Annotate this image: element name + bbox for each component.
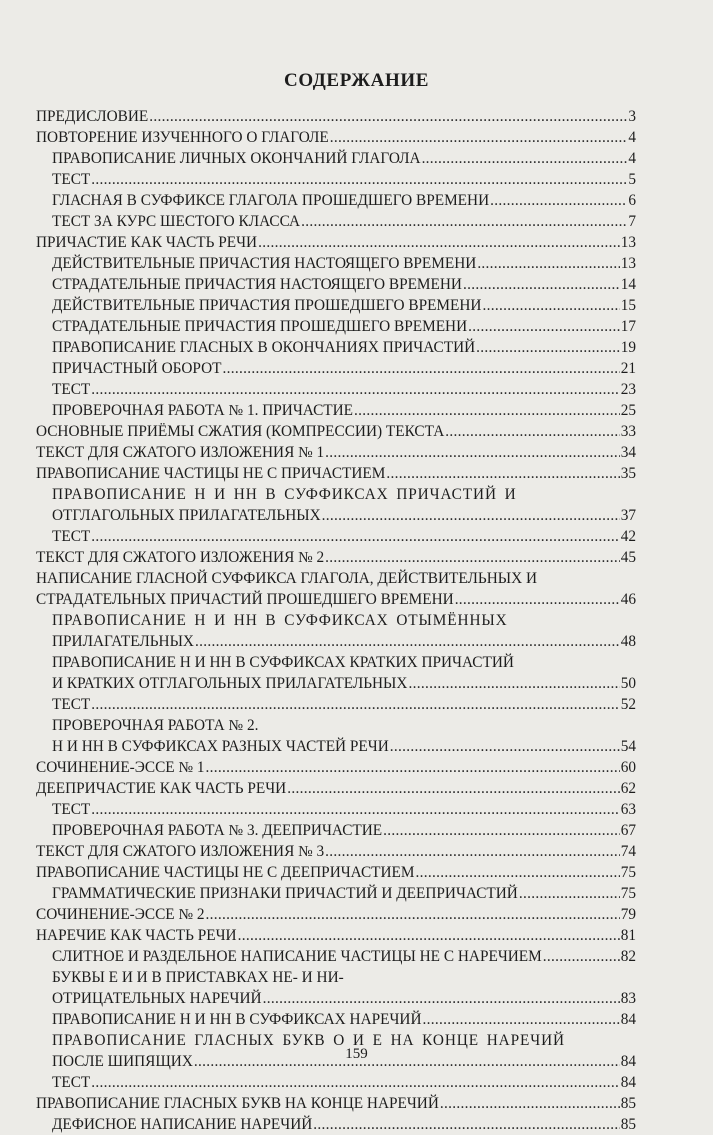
dot-leader — [223, 358, 620, 379]
toc-entry[interactable] — [36, 841, 636, 862]
toc-entry-title: СТРАДАТЕЛЬНЫЕ ПРИЧАСТИЯ НАСТОЯЩЕГО ВРЕМЕНИ — [52, 276, 462, 293]
dot-leader — [330, 127, 628, 148]
toc-entry[interactable] — [52, 337, 636, 358]
toc-entry-page: 3 — [628, 108, 636, 125]
dot-leader — [408, 673, 619, 694]
toc-entry-title: ТЕСТ — [52, 801, 91, 818]
toc-entry-title: ПРЕДИСЛОВИЕ — [36, 108, 149, 125]
toc-entry[interactable] — [36, 127, 636, 148]
toc-entry-title: ТЕСТ — [52, 1074, 91, 1091]
dot-leader — [258, 232, 620, 253]
toc-entry-page: 60 — [620, 759, 636, 776]
toc-entry-page: 19 — [620, 339, 636, 356]
dot-leader — [477, 253, 619, 274]
toc-entry-page: 4 — [628, 129, 636, 146]
toc-entry-title: ПРАВОПИСАНИЕ ГЛАСНЫХ В ОКОНЧАНИЯХ ПРИЧАСТИЙ — [52, 339, 476, 356]
toc-entry[interactable] — [36, 904, 636, 925]
toc-entry-page: 46 — [620, 591, 636, 608]
dot-leader — [91, 526, 619, 547]
dot-leader — [463, 274, 620, 295]
toc-entry[interactable] — [52, 148, 636, 169]
dot-leader — [149, 106, 627, 127]
toc-entry-first-line: ПРАВОПИСАНИЕ Н И НН В СУФФИКСАХ ОТЫМЁННЫХ — [52, 612, 508, 629]
toc-entry-page: 14 — [620, 276, 636, 293]
dot-leader — [263, 988, 620, 1009]
dot-leader — [91, 799, 619, 820]
toc-entry-title: НАРЕЧИЕ КАК ЧАСТЬ РЕЧИ — [36, 927, 237, 944]
toc-entry-page: 15 — [620, 297, 636, 314]
toc-entry-first-line: ПРАВОПИСАНИЕ ГЛАСНЫХ БУКВ О И Е НА КОНЦЕ НАРЕЧИЙ — [52, 1032, 565, 1049]
toc-entry-title: ТЕКСТ ДЛЯ СЖАТОГО ИЗЛОЖЕНИЯ № 2 — [36, 549, 325, 566]
toc-entry[interactable] — [52, 190, 636, 211]
toc-entry[interactable] — [52, 799, 636, 820]
toc-entry-title: Н И НН В СУФФИКСАХ РАЗНЫХ ЧАСТЕЙ РЕЧИ — [52, 738, 389, 755]
dot-leader — [390, 736, 620, 757]
toc-entry-page: 34 — [620, 444, 636, 461]
toc-entry-first-line: НАПИСАНИЕ ГЛАСНОЙ СУФФИКСА ГЛАГОЛА, ДЕЙСТВИТЕЛЬНЫХ И — [36, 570, 538, 587]
toc-entry-page: 79 — [620, 906, 636, 923]
toc-entry-page: 17 — [620, 318, 636, 335]
dot-leader — [354, 400, 620, 421]
toc-entry-title: ТЕСТ — [52, 381, 91, 398]
toc-entry[interactable] — [36, 442, 636, 463]
toc-entry-title: СТРАДАТЕЛЬНЫХ ПРИЧАСТИЙ ПРОШЕДШЕГО ВРЕМЕНИ — [36, 591, 454, 608]
toc-entry-page: 81 — [620, 927, 636, 944]
toc-entry-title: СОЧИНЕНИЕ-ЭССЕ № 1 — [36, 759, 205, 776]
toc-entry-page: 67 — [620, 822, 636, 839]
toc-entry-page: 85 — [620, 1095, 636, 1112]
toc-entry-title: ГРАММАТИЧЕСКИЕ ПРИЗНАКИ ПРИЧАСТИЙ И ДЕЕПРИЧАСТИЙ — [52, 885, 518, 902]
toc-entry[interactable] — [52, 736, 636, 757]
toc-entry-page: 82 — [620, 948, 636, 965]
dot-leader — [325, 442, 620, 463]
toc-entry-page: 84 — [620, 1053, 636, 1070]
toc-entry[interactable] — [52, 1114, 636, 1135]
toc-entry[interactable] — [36, 757, 636, 778]
toc-entry[interactable] — [52, 400, 636, 421]
toc-entry-first-line: ПРАВОПИСАНИЕ Н И НН В СУФФИКСАХ ПРИЧАСТИЙ И — [52, 486, 517, 503]
toc-entry-title: ПРАВОПИСАНИЕ ЛИЧНЫХ ОКОНЧАНИЙ ГЛАГОЛА — [52, 150, 421, 167]
toc-entry[interactable] — [36, 547, 636, 568]
toc-entry[interactable] — [52, 358, 636, 379]
toc-entry-page: 84 — [620, 1074, 636, 1091]
toc-entry[interactable] — [52, 883, 636, 904]
dot-leader — [91, 169, 627, 190]
toc-entry[interactable] — [36, 862, 636, 883]
dot-leader — [313, 1114, 619, 1135]
dot-leader — [476, 337, 620, 358]
toc-entry-title: ПРИЛАГАТЕЛЬНЫХ — [52, 633, 194, 650]
dot-leader — [422, 148, 628, 169]
toc-entry-title: ПРАВОПИСАНИЕ ГЛАСНЫХ БУКВ НА КОНЦЕ НАРЕЧИЙ — [36, 1095, 439, 1112]
toc-entry-page: 62 — [620, 780, 636, 797]
toc-entry[interactable] — [52, 988, 636, 1009]
dot-leader — [325, 547, 620, 568]
toc-entry-title: ПРИЧАСТИЕ КАК ЧАСТЬ РЕЧИ — [36, 234, 258, 251]
toc-entry-page: 75 — [620, 864, 636, 881]
dot-leader — [322, 505, 620, 526]
toc-entry-page: 42 — [620, 528, 636, 545]
dot-leader — [490, 190, 627, 211]
toc-entry[interactable] — [52, 1072, 636, 1093]
toc-entry-title: ПРОВЕРОЧНАЯ РАБОТА № 3. ДЕЕПРИЧАСТИЕ — [52, 822, 383, 839]
toc-entry-page: 25 — [620, 402, 636, 419]
toc-entry[interactable] — [36, 925, 636, 946]
toc-entry-title: ОТГЛАГОЛЬНЫХ ПРИЛАГАТЕЛЬНЫХ — [52, 507, 321, 524]
toc-entry-page: 13 — [620, 234, 636, 251]
dot-leader — [195, 631, 620, 652]
toc-entry[interactable] — [52, 505, 636, 526]
dot-leader — [238, 925, 620, 946]
toc-entry-page: 75 — [620, 885, 636, 902]
toc-entry-title: ДЕЙСТВИТЕЛЬНЫЕ ПРИЧАСТИЯ ПРОШЕДШЕГО ВРЕМЕНИ — [52, 297, 482, 314]
toc-entry-page: 35 — [620, 465, 636, 482]
toc-entry-title: ТЕСТ — [52, 528, 91, 545]
toc-entry-title: ПРАВОПИСАНИЕ Н И НН В СУФФИКСАХ НАРЕЧИЙ — [52, 1011, 422, 1028]
toc-entry[interactable] — [36, 589, 636, 610]
toc-entry[interactable] — [36, 1093, 636, 1114]
toc-entry-title: ТЕСТ ЗА КУРС ШЕСТОГО КЛАССА — [52, 213, 301, 230]
toc-entry[interactable] — [52, 946, 636, 967]
toc-entry-title: ДЕЙСТВИТЕЛЬНЫЕ ПРИЧАСТИЯ НАСТОЯЩЕГО ВРЕМЕНИ — [52, 255, 477, 272]
toc-entry[interactable] — [52, 316, 636, 337]
toc-entry-title: ДЕФИСНОЕ НАПИСАНИЕ НАРЕЧИЙ — [52, 1116, 313, 1133]
dot-leader — [455, 589, 620, 610]
toc-entry-title: ПОВТОРЕНИЕ ИЗУЧЕННОГО О ГЛАГОЛЕ — [36, 129, 329, 146]
dot-leader — [91, 1072, 619, 1093]
toc-entry[interactable] — [52, 169, 636, 190]
dot-leader — [423, 1009, 620, 1030]
toc-entry-title: СТРАДАТЕЛЬНЫЕ ПРИЧАСТИЯ ПРОШЕДШЕГО ВРЕМЕНИ — [52, 318, 468, 335]
page-title: СОДЕРЖАНИЕ — [284, 70, 429, 91]
toc-entry-page: 84 — [620, 1011, 636, 1028]
toc-entry[interactable] — [36, 421, 636, 442]
toc-entry[interactable] — [36, 232, 636, 253]
toc-entry-page: 33 — [620, 423, 636, 440]
toc-entry[interactable] — [52, 526, 636, 547]
toc-entry-first-line: БУКВЫ Е И И В ПРИСТАВКАХ НЕ- И НИ- — [52, 969, 344, 986]
toc-entry-title: ОТРИЦАТЕЛЬНЫХ НАРЕЧИЙ — [52, 990, 262, 1007]
toc-entry[interactable] — [52, 253, 636, 274]
toc-entry-page: 37 — [620, 507, 636, 524]
dot-leader — [440, 1093, 620, 1114]
toc-entry-page: 45 — [620, 549, 636, 566]
dot-leader — [287, 778, 619, 799]
toc-entry-title: ПРАВОПИСАНИЕ ЧАСТИЦЫ НЕ С ДЕЕПРИЧАСТИЕМ — [36, 864, 415, 881]
toc-entry-page: 50 — [620, 675, 636, 692]
toc-entry[interactable] — [52, 274, 636, 295]
toc-entry-page: 23 — [620, 381, 636, 398]
toc-entry-title: ПРОВЕРОЧНАЯ РАБОТА № 1. ПРИЧАСТИЕ — [52, 402, 354, 419]
dot-leader — [482, 295, 619, 316]
dot-leader — [301, 211, 627, 232]
toc-entry[interactable] — [52, 295, 636, 316]
toc-entry-title: СОЧИНЕНИЕ-ЭССЕ № 2 — [36, 906, 205, 923]
dot-leader — [325, 841, 620, 862]
toc-entry-page: 5 — [628, 171, 636, 188]
toc-entry[interactable] — [36, 778, 636, 799]
page-number: 159 — [345, 1046, 368, 1062]
toc-entry[interactable] — [52, 673, 636, 694]
toc-entry[interactable] — [52, 694, 636, 715]
toc-entry-title: ОСНОВНЫЕ ПРИЁМЫ СЖАТИЯ (КОМПРЕССИИ) ТЕКСТА — [36, 423, 445, 440]
toc-entry[interactable] — [52, 820, 636, 841]
toc-entry-page: 83 — [620, 990, 636, 1007]
dot-leader — [206, 757, 620, 778]
toc-entry-page: 4 — [628, 150, 636, 167]
toc-entry-page: 85 — [620, 1116, 636, 1133]
toc-entry-title: ТЕСТ — [52, 696, 91, 713]
dot-leader — [445, 421, 619, 442]
dot-leader — [543, 946, 620, 967]
toc-entry[interactable] — [52, 379, 636, 400]
dot-leader — [416, 862, 620, 883]
toc-entry-title: ДЕЕПРИЧАСТИЕ КАК ЧАСТЬ РЕЧИ — [36, 780, 287, 797]
toc-entry-page: 13 — [620, 255, 636, 272]
toc-entry-page: 74 — [620, 843, 636, 860]
toc-entry-title: ПРИЧАСТНЫЙ ОБОРОТ — [52, 360, 222, 377]
toc-entry[interactable] — [52, 631, 636, 652]
toc-entry-page: 52 — [620, 696, 636, 713]
toc-entry-title: СЛИТНОЕ И РАЗДЕЛЬНОЕ НАПИСАНИЕ ЧАСТИЦЫ НЕ С НАРЕЧИЕМ — [52, 948, 542, 965]
toc-entry-title: ГЛАСНАЯ В СУФФИКСЕ ГЛАГОЛА ПРОШЕДШЕГО ВРЕМЕНИ — [52, 192, 490, 209]
toc-entry-page: 63 — [620, 801, 636, 818]
toc-entry-page: 54 — [620, 738, 636, 755]
toc-entry-title: И КРАТКИХ ОТГЛАГОЛЬНЫХ ПРИЛАГАТЕЛЬНЫХ — [52, 675, 408, 692]
dot-leader — [383, 820, 620, 841]
dot-leader — [91, 379, 619, 400]
toc-entry-title: ПОСЛЕ ШИПЯЩИХ — [52, 1053, 193, 1070]
dot-leader — [91, 694, 619, 715]
toc-entry-title: ПРАВОПИСАНИЕ ЧАСТИЦЫ НЕ С ПРИЧАСТИЕМ — [36, 465, 386, 482]
toc-entry-title: ТЕСТ — [52, 171, 91, 188]
dot-leader — [206, 904, 620, 925]
dot-leader — [519, 883, 620, 904]
toc-entry[interactable] — [52, 211, 636, 232]
toc-entry-title: ТЕКСТ ДЛЯ СЖАТОГО ИЗЛОЖЕНИЯ № 3 — [36, 843, 325, 860]
toc-entry[interactable] — [36, 463, 636, 484]
toc-entry-page: 48 — [620, 633, 636, 650]
toc-entry[interactable] — [36, 106, 636, 127]
toc-entry-page: 21 — [620, 360, 636, 377]
toc-entry[interactable] — [52, 1009, 636, 1030]
toc-entry-title: ТЕКСТ ДЛЯ СЖАТОГО ИЗЛОЖЕНИЯ № 1 — [36, 444, 325, 461]
toc-entry-first-line: ПРОВЕРОЧНАЯ РАБОТА № 2. — [52, 717, 259, 734]
dot-leader — [468, 316, 620, 337]
toc-entry-first-line: ПРАВОПИСАНИЕ Н И НН В СУФФИКСАХ КРАТКИХ ПРИЧАСТИЙ — [52, 654, 514, 671]
dot-leader — [386, 463, 619, 484]
toc-entry-page: 6 — [628, 192, 636, 209]
toc-entry-page: 7 — [628, 213, 636, 230]
